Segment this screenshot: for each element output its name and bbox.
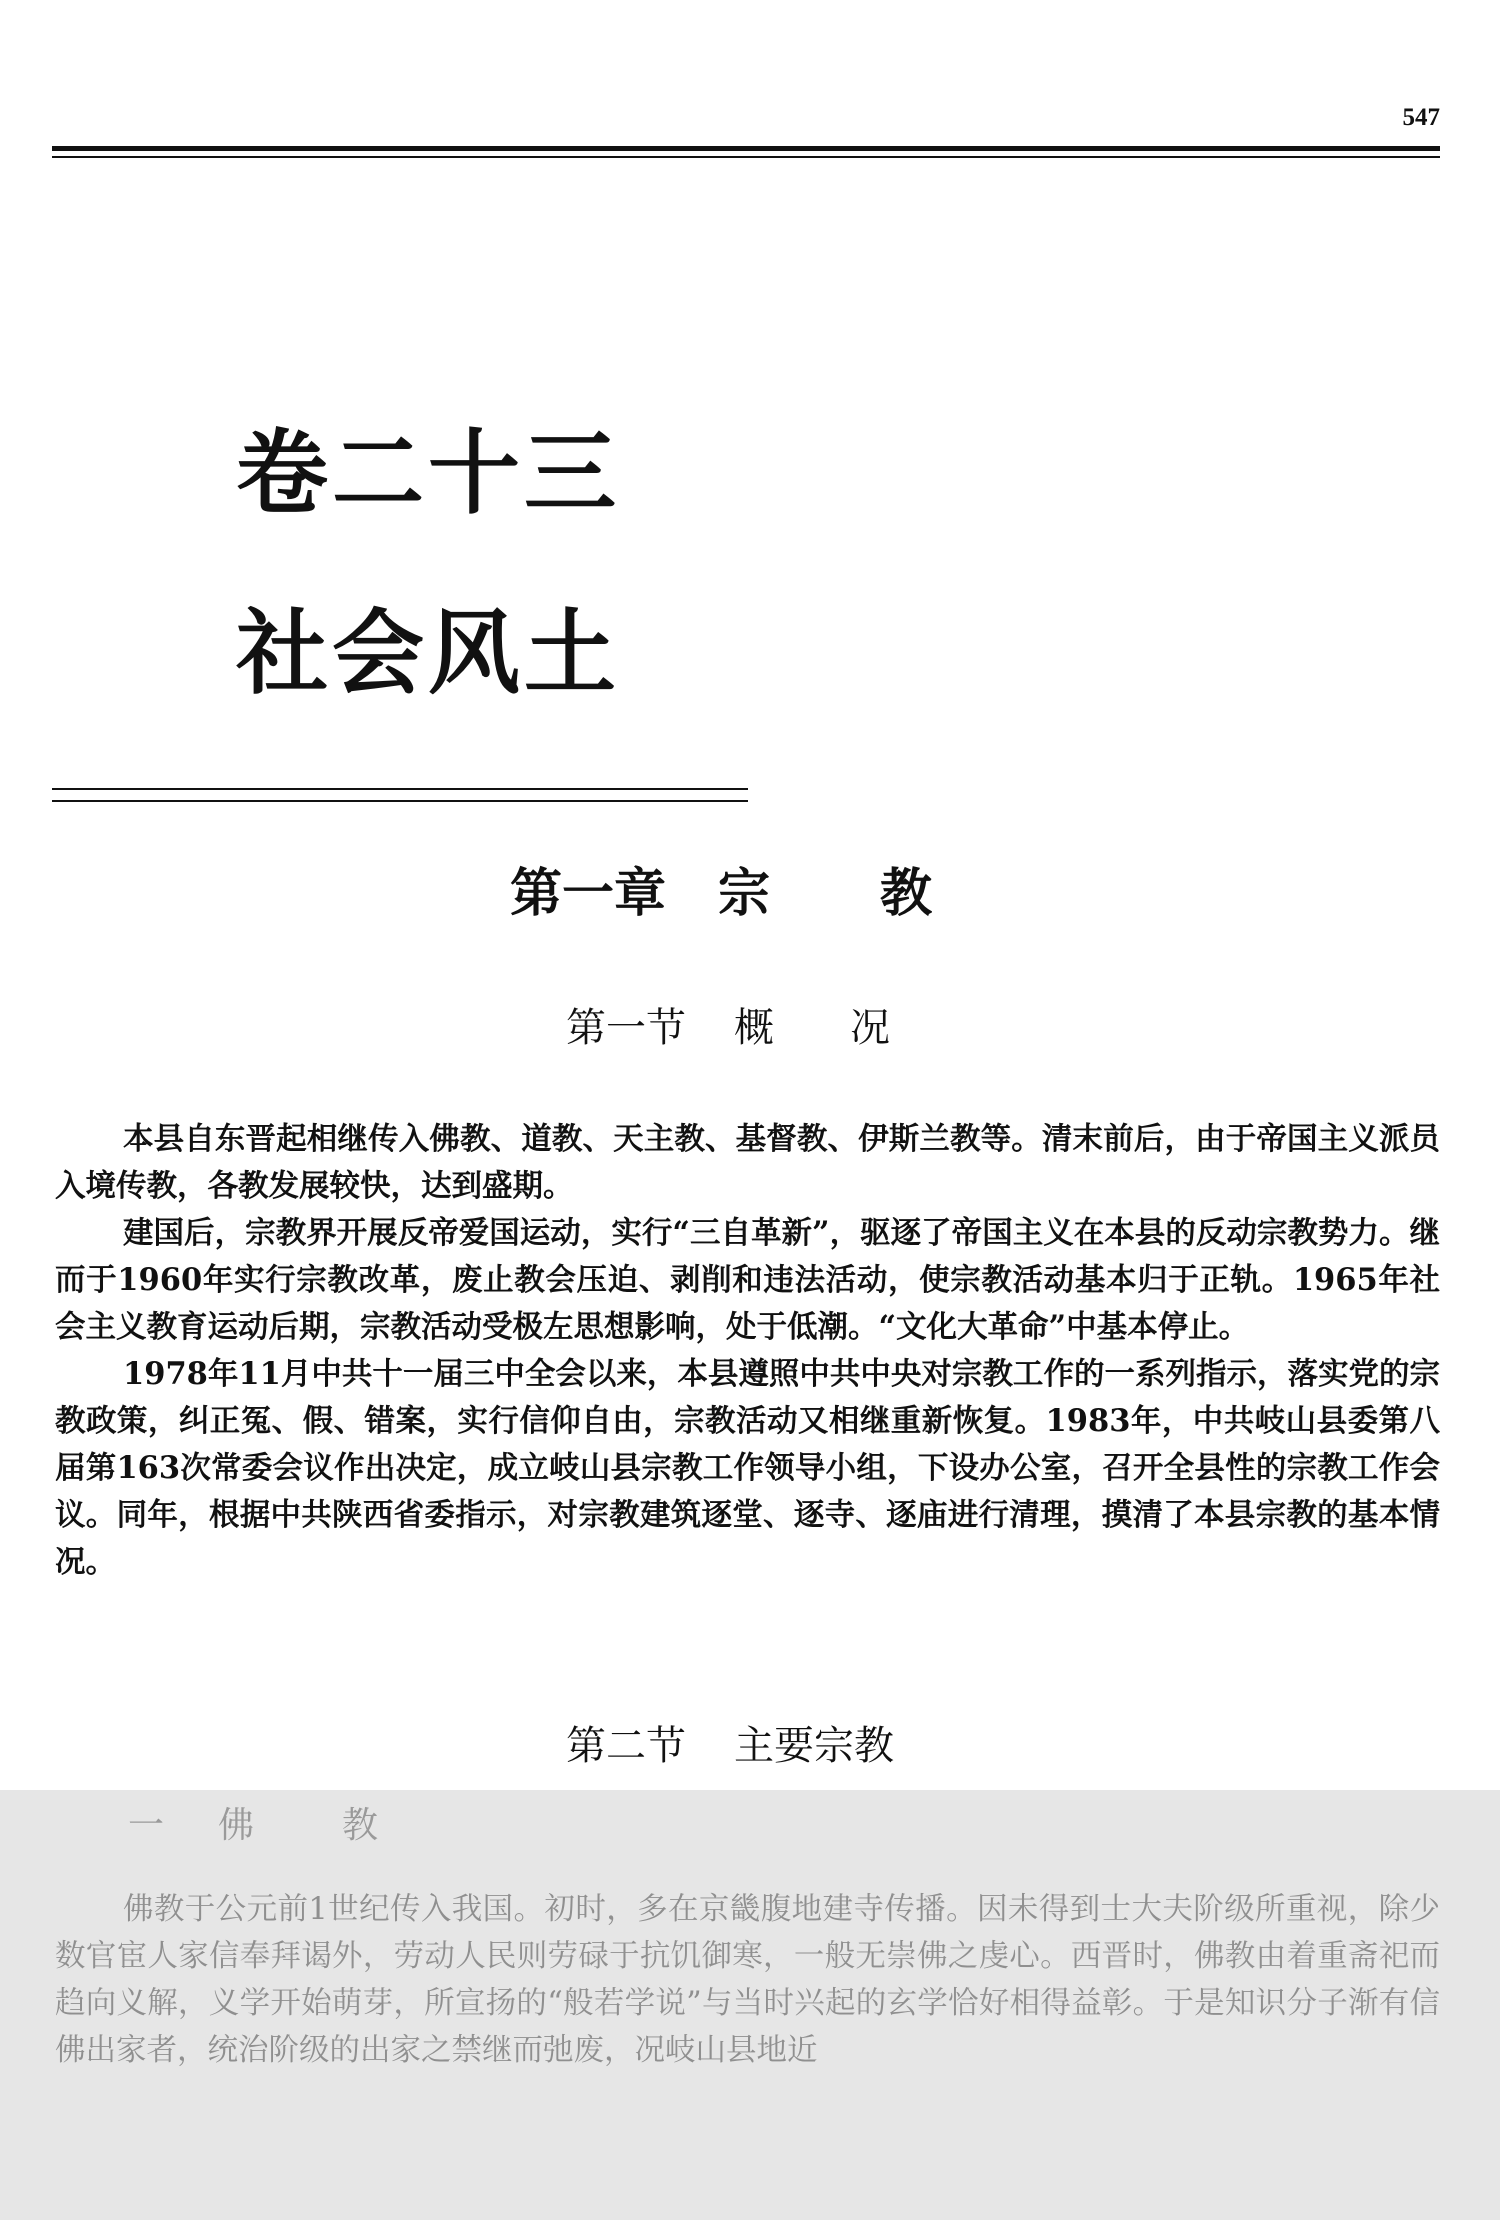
paragraph: 建国后，宗教界开展反帝爱国运动，实行“三自革新”，驱逐了帝国主义在本县的反动宗教势力。继而于1960年实行宗教改革，废止教会压迫、剥削和违法活动，使宗教活动基本归于正轨。1965年社会主义教育运动后期，宗教活动受极左思想影响，处于低潮。“文化大革命”中基本停止。 xyxy=(55,1215,1440,1345)
chapter-prefix: 第一章 xyxy=(510,864,667,924)
section-title-text: 主要宗教 xyxy=(734,1723,894,1769)
title-rule-lower xyxy=(52,800,748,802)
section-title xyxy=(566,1005,890,1051)
header-rule-thick xyxy=(52,146,1440,151)
subsection-body xyxy=(55,1886,1440,2074)
subsection-title-char: 教 xyxy=(342,1805,379,1846)
chapter-title-char: 教 xyxy=(880,864,933,924)
paragraph: 佛教于公元前1世纪传入我国。初时，多在京畿腹地建寺传播。因未得到士大夫阶级所重视，除少数官宦人家信奉拜谒外，劳动人民则劳碌于抗饥御寒，一般无崇佛之虔心。西晋时，佛教由着重斋祀而趋向义解，义学开始萌芽，所宣扬的“般若学说”与当时兴起的玄学恰好相得益彰。于是知识分子渐有信佛出家者，统治阶级的出家之禁继而弛废，况岐山县地近 xyxy=(55,1892,1440,2068)
section-title-char: 概 xyxy=(734,1005,774,1051)
section-title-char: 况 xyxy=(850,1005,890,1051)
chapter-title xyxy=(510,864,933,924)
subsection-title xyxy=(128,1805,379,1846)
section-title xyxy=(566,1723,894,1769)
page-number: 547 xyxy=(1402,104,1440,131)
volume-number: 卷二十三 xyxy=(236,420,621,527)
header-rule-thin xyxy=(52,156,1440,158)
chapter-title-char: 宗 xyxy=(718,864,771,924)
section-body xyxy=(55,1116,1440,1586)
title-rule-upper xyxy=(52,788,748,790)
volume-name: 社会风土 xyxy=(236,600,621,707)
subsection-title-char: 佛 xyxy=(218,1805,255,1846)
subsection-number: 一 xyxy=(128,1805,165,1846)
paragraph: 本县自东晋起相继传入佛教、道教、天主教、基督教、伊斯兰教等。清末前后，由于帝国主义派员入境传教，各教发展较快，达到盛期。 xyxy=(55,1121,1440,1204)
section-prefix: 第一节 xyxy=(566,1005,686,1051)
paragraph: 1978年11月中共十一届三中全会以来，本县遵照中共中央对宗教工作的一系列指示，落实党的宗教政策，纠正冤、假、错案，实行信仰自由，宗教活动又相继重新恢复。1983年，中共岐山县委第八届第163次常委会议作出决定，成立岐山县宗教工作领导小组，下设办公室，召开全县性的宗教工作会议。同年，根据中共陕西省委指示，对宗教建筑逐堂、逐寺、逐庙进行清理，摸清了本县宗教的基本情况。 xyxy=(55,1356,1440,1580)
section-prefix: 第二节 xyxy=(566,1723,686,1769)
